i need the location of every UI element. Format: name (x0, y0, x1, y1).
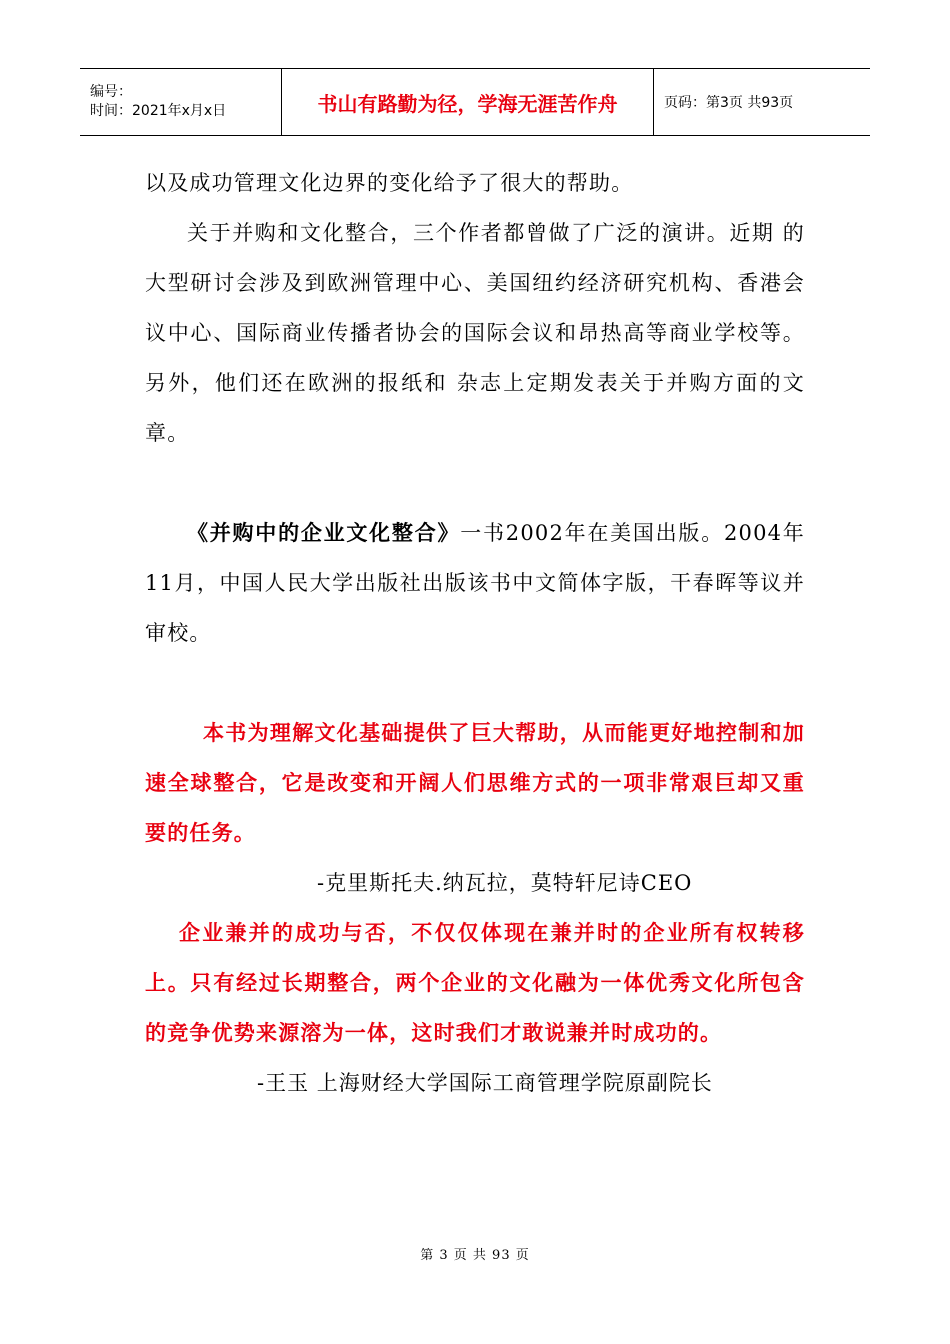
header-page-cell (654, 69, 870, 135)
header-motto-cell (282, 69, 654, 135)
header-motto: 书山有路勤为径，学海无涯苦作舟 (317, 91, 618, 116)
quote-navarre-attribution: -克里斯托夫.纳瓦拉，莫特轩尼诗CEO (317, 871, 693, 895)
time-label: 时间：2021年x月x日 (90, 103, 227, 119)
book-title: 《并购中的企业文化整合》 (187, 520, 461, 545)
header-page-info: 页码：第3页 共93页 (664, 95, 794, 111)
paragraph-publication (145, 508, 805, 658)
serial-number-label: 编号： (90, 84, 132, 100)
paragraph-lectures: 关于并购和文化整合，三个作者都曾做了广泛的演讲。近期 的大型研讨会涉及到欧洲管理中心、美国纽约经济研究机构、香港会议中心、国际商业传播者协会的国际会议和昂热高等商业学校等。另外，他们还在欧洲的报纸和 杂志上定期发表关于并购方面的文章。 (145, 221, 805, 445)
quote-navarre: 本书为理解文化基础提供了巨大帮助，从而能更好地控制和加速全球整合，它是改变和开阔人们思维方式的一项非常艰巨却又重要的任务。 (145, 721, 805, 845)
quote-wangyu-attribution: -王玉 上海财经大学国际工商管理学院原副院长 (257, 1071, 713, 1095)
paragraph-continuation: 以及成功管理文化边界的变化给予了很大的帮助。 (145, 171, 634, 195)
document-body (145, 158, 805, 1108)
publication-text: 一书2002年在美国出版。2004年11月，中国人民大学出版社出版该书中文简体字版，干春晖等议并审校。 (145, 521, 805, 645)
spacer (145, 658, 805, 708)
quote-wangyu: 企业兼并的成功与否，不仅仅体现在兼并时的企业所有权转移上。只有经过长期整合，两个企业的文化融为一体优秀文化所包含的竞争优势来源溶为一体，这时我们才敢说兼并时成功的。 (145, 921, 805, 1045)
page-header (80, 68, 870, 136)
page-footer: 第 3 页 共 93 页 (420, 1248, 530, 1263)
spacer (145, 458, 805, 508)
header-meta-cell (80, 69, 282, 135)
